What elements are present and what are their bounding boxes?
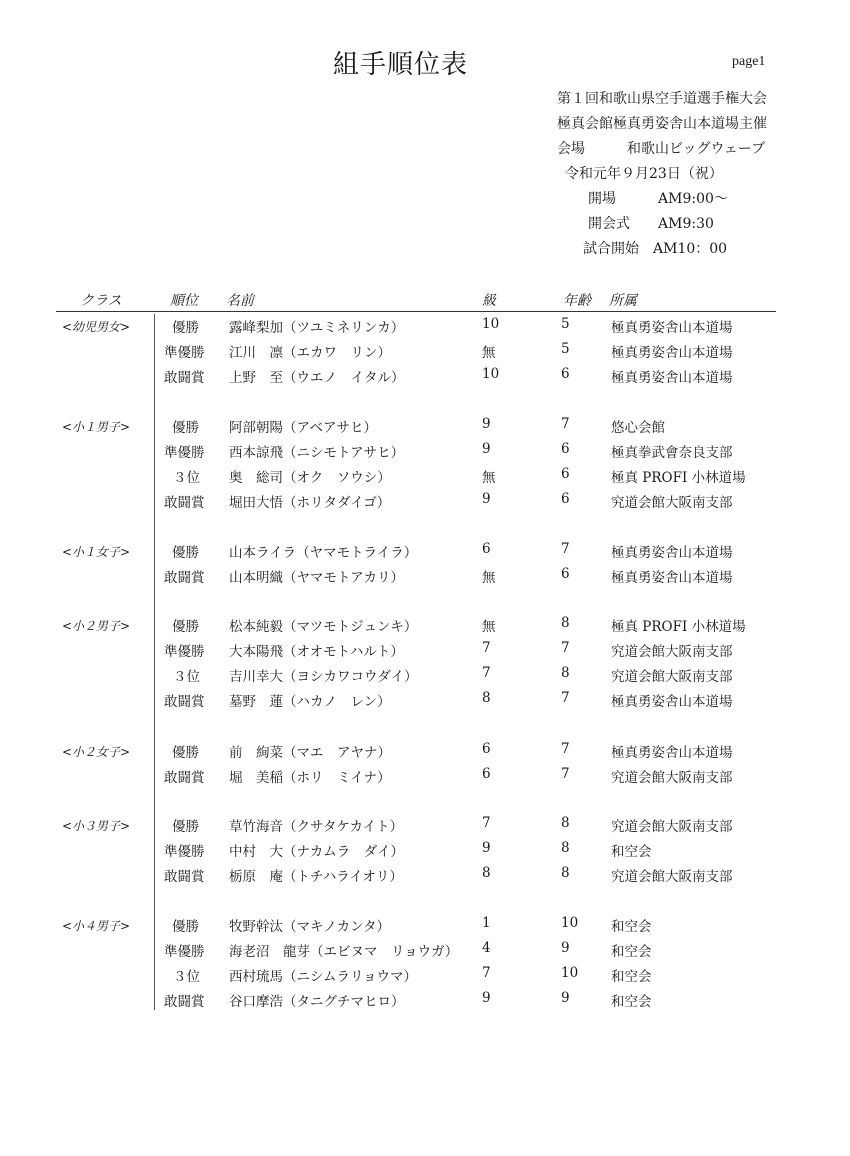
grade-cell: 7 — [482, 640, 491, 656]
affiliation-cell: 悠心会館 — [611, 420, 665, 436]
name-cell: 露峰梨加（ツユミネリンカ） — [229, 320, 405, 336]
name-cell: 上野 至（ウエノ イタル） — [229, 370, 405, 386]
affiliation-cell: 極真勇姿舎山本道場 — [611, 320, 733, 336]
name-cell: 奥 総司（オク ソウシ） — [229, 470, 391, 486]
column-header-grade: 級 — [482, 293, 496, 309]
event-info-line: 会場 和歌山ビッグウェーブ — [557, 141, 766, 157]
affiliation-cell: 究道会館大阪南支部 — [611, 495, 733, 511]
event-info-line: 令和元年９月23日（祝） — [565, 166, 723, 182]
class-label: <幼児男女> — [62, 320, 131, 334]
grade-cell: 9 — [482, 441, 491, 457]
page-number: page1 — [732, 54, 766, 69]
column-header-affiliation: 所属 — [609, 293, 637, 309]
affiliation-cell: 極真勇姿舎山本道場 — [611, 745, 733, 761]
affiliation-cell: 極真 PROFI 小林道場 — [611, 619, 746, 635]
age-cell: 5 — [561, 316, 570, 332]
name-cell: 阿部朝陽（アベアサヒ） — [229, 420, 377, 436]
rank-cell: 優勝 — [172, 320, 199, 336]
rank-cell: 優勝 — [172, 619, 199, 635]
name-cell: 吉川幸大（ヨシカワコウダイ） — [229, 669, 418, 685]
class-label: <小１男子> — [62, 420, 131, 434]
name-cell: 堀 美稲（ホリ ミイナ） — [229, 770, 391, 786]
age-cell: 7 — [561, 741, 570, 757]
column-header-rank: 順位 — [170, 293, 198, 309]
grade-cell: 10 — [482, 366, 500, 382]
affiliation-cell: 極真拳武會奈良支部 — [611, 445, 733, 461]
name-cell: 前 絢菜（マエ アヤナ） — [229, 745, 391, 761]
rank-cell: 優勝 — [172, 819, 199, 835]
name-cell: 墓野 蓮（ハカノ レン） — [229, 694, 391, 710]
affiliation-cell: 和空会 — [611, 944, 652, 960]
affiliation-cell: 極真勇姿舎山本道場 — [611, 545, 733, 561]
name-cell: 草竹海音（クサタケカイト） — [229, 819, 404, 835]
affiliation-cell: 極真勇姿舎山本道場 — [611, 570, 733, 586]
event-info-line: 開会式 AM9:30 — [588, 216, 714, 232]
class-label: <小２女子> — [62, 745, 131, 759]
age-cell: 7 — [561, 640, 570, 656]
class-column-divider — [154, 314, 155, 1010]
age-cell: 6 — [561, 441, 570, 457]
age-cell: 8 — [561, 665, 570, 681]
age-cell: 6 — [561, 366, 570, 382]
rank-cell: 敢闘賞 — [164, 994, 205, 1010]
grade-cell: 無 — [482, 345, 496, 361]
age-cell: 7 — [561, 690, 570, 706]
class-label: <小２男子> — [62, 619, 131, 633]
rank-cell: 敢闘賞 — [164, 869, 205, 885]
column-header-name: 名前 — [226, 293, 254, 309]
name-cell: 牧野幹汰（マキノカンタ） — [229, 919, 391, 935]
rank-cell: 敢闘賞 — [164, 495, 205, 511]
name-cell: 谷口摩浩（タニグチマヒロ） — [229, 994, 405, 1010]
name-cell: 松本純毅（マツモトジュンキ） — [229, 619, 418, 635]
rank-cell: ３位 — [173, 470, 200, 486]
event-info-line: 開場 AM9:00～ — [588, 191, 728, 207]
class-label: <小３男子> — [62, 819, 131, 833]
age-cell: 5 — [561, 341, 570, 357]
affiliation-cell: 和空会 — [611, 844, 652, 860]
rank-cell: 優勝 — [172, 919, 199, 935]
affiliation-cell: 究道会館大阪南支部 — [611, 644, 733, 660]
header-divider — [56, 311, 776, 312]
name-cell: 堀田大悟（ホリタダイゴ） — [229, 495, 391, 511]
affiliation-cell: 究道会館大阪南支部 — [611, 669, 733, 685]
affiliation-cell: 和空会 — [611, 994, 652, 1010]
age-cell: 8 — [561, 840, 570, 856]
rank-cell: 優勝 — [172, 420, 199, 436]
event-info-line: 試合開始 AM10：00 — [583, 241, 728, 257]
age-cell: 7 — [561, 541, 570, 557]
grade-cell: 8 — [482, 690, 491, 706]
age-cell: 6 — [561, 566, 570, 582]
name-cell: 栃原 庵（トチハライオリ） — [229, 869, 403, 885]
affiliation-cell: 和空会 — [611, 969, 652, 985]
age-cell: 8 — [561, 615, 570, 631]
class-label: <小４男子> — [62, 919, 131, 933]
name-cell: 西村琉馬（ニシムラリョウマ） — [229, 969, 418, 985]
grade-cell: 4 — [482, 940, 491, 956]
rank-cell: 敢闘賞 — [164, 370, 205, 386]
grade-cell: 10 — [482, 316, 500, 332]
grade-cell: 1 — [482, 915, 491, 931]
name-cell: 海老沼 龍芽（エビヌマ リョウガ） — [229, 944, 459, 960]
event-info-line: 第１回和歌山県空手道選手権大会 — [557, 91, 767, 107]
affiliation-cell: 和空会 — [611, 919, 652, 935]
rank-cell: 準優勝 — [164, 844, 205, 860]
affiliation-cell: 極真勇姿舎山本道場 — [611, 370, 733, 386]
grade-cell: 6 — [482, 741, 491, 757]
affiliation-cell: 究道会館大阪南支部 — [611, 770, 733, 786]
age-cell: 8 — [561, 815, 570, 831]
grade-cell: 無 — [482, 619, 496, 635]
grade-cell: 9 — [482, 491, 491, 507]
rank-cell: 準優勝 — [164, 644, 205, 660]
grade-cell: 8 — [482, 865, 491, 881]
affiliation-cell: 極真勇姿舎山本道場 — [611, 694, 733, 710]
grade-cell: 9 — [482, 840, 491, 856]
age-cell: 10 — [561, 915, 579, 931]
grade-cell: 7 — [482, 815, 491, 831]
event-info-line: 極真会館極真勇姿舎山本道場主催 — [557, 116, 767, 132]
grade-cell: 無 — [482, 570, 496, 586]
grade-cell: 6 — [482, 766, 491, 782]
affiliation-cell: 究道会館大阪南支部 — [611, 869, 733, 885]
age-cell: 6 — [561, 466, 570, 482]
column-header-class: クラス — [80, 293, 122, 309]
class-label: <小１女子> — [62, 545, 131, 559]
name-cell: 山本ライラ（ヤマモトライラ） — [229, 545, 418, 561]
age-cell: 9 — [561, 940, 570, 956]
age-cell: 8 — [561, 865, 570, 881]
grade-cell: 7 — [482, 965, 491, 981]
grade-cell: 7 — [482, 665, 491, 681]
rank-cell: 優勝 — [172, 745, 199, 761]
rank-cell: ３位 — [173, 969, 200, 985]
rank-cell: 敢闘賞 — [164, 570, 205, 586]
column-header-age: 年齢 — [563, 293, 591, 309]
age-cell: 7 — [561, 766, 570, 782]
grade-cell: 9 — [482, 416, 491, 432]
rank-cell: 準優勝 — [164, 944, 205, 960]
name-cell: 大本陽飛（オオモトハルト） — [229, 644, 404, 660]
name-cell: 江川 凛（エカワ リン） — [229, 345, 391, 361]
affiliation-cell: 極真勇姿舎山本道場 — [611, 345, 733, 361]
age-cell: 9 — [561, 990, 570, 1006]
age-cell: 10 — [561, 965, 579, 981]
grade-cell: 6 — [482, 541, 491, 557]
rank-cell: 優勝 — [172, 545, 199, 561]
affiliation-cell: 究道会館大阪南支部 — [611, 819, 733, 835]
name-cell: 中村 大（ナカムラ ダイ） — [229, 844, 404, 860]
grade-cell: 9 — [482, 990, 491, 1006]
name-cell: 山本明織（ヤマモトアカリ） — [229, 570, 404, 586]
rank-cell: 敢闘賞 — [164, 770, 205, 786]
name-cell: 西本諒飛（ニシモトアサヒ） — [229, 445, 405, 461]
document-title: 組手順位表 — [333, 50, 469, 80]
rank-cell: 準優勝 — [164, 445, 205, 461]
rank-cell: ３位 — [173, 669, 200, 685]
affiliation-cell: 極真 PROFI 小林道場 — [611, 470, 746, 486]
age-cell: 7 — [561, 416, 570, 432]
rank-cell: 敢闘賞 — [164, 694, 205, 710]
age-cell: 6 — [561, 491, 570, 507]
grade-cell: 無 — [482, 470, 496, 486]
rank-cell: 準優勝 — [164, 345, 205, 361]
